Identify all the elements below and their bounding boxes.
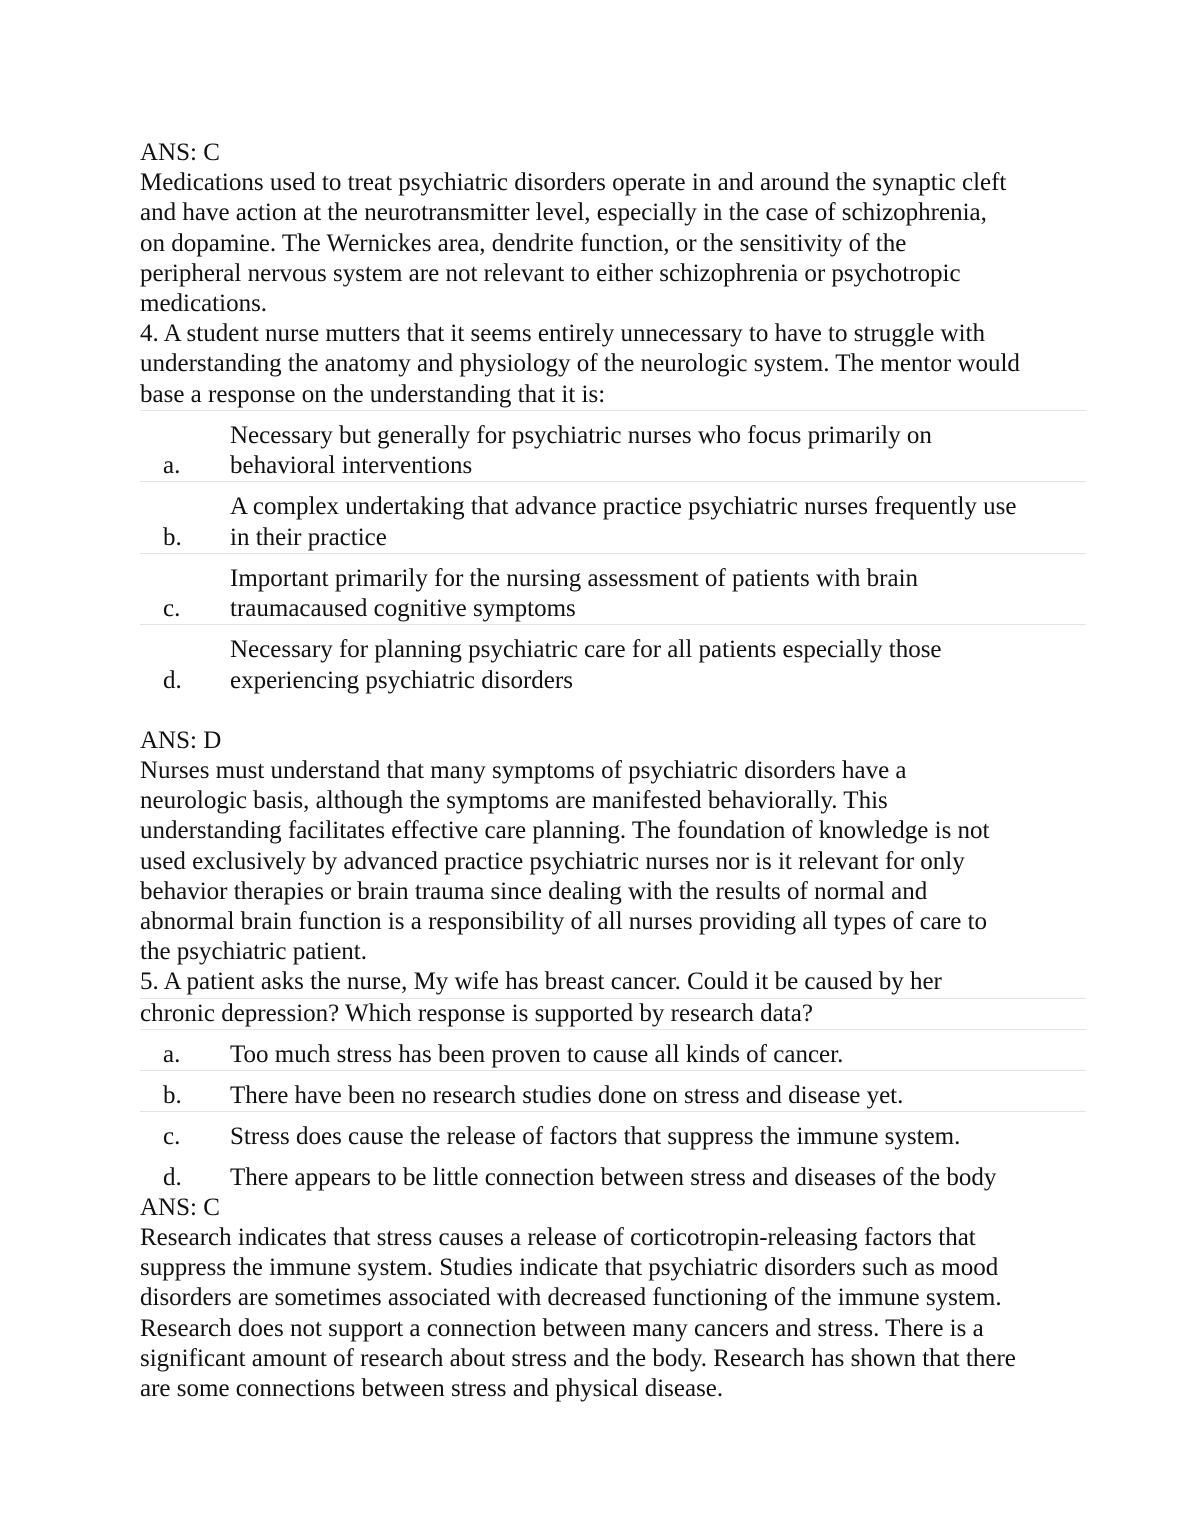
option-text: There have been no research studies done on stress and disease yet. — [230, 1081, 904, 1109]
option-text-line: Important primarily for the nursing assessment of patients with brain — [230, 564, 919, 592]
rationale-line: peripheral nervous system are not relevant to either schizophrenia or psychotropic — [140, 259, 961, 287]
option-text: There appears to be little connection between stress and diseases of the body — [230, 1163, 997, 1191]
option-letter: b. — [163, 523, 182, 551]
rationale-line: on dopamine. The Wernickes area, dendrite function, or the sensitivity of the — [140, 229, 907, 257]
rationale-line: the psychiatric patient. — [140, 938, 368, 966]
question-stem-line: 4. A student nurse mutters that it seems entirely unnecessary to have to struggle with — [140, 320, 985, 348]
rationale-line: Medications used to treat psychiatric disorders operate in and around the synaptic cleft — [140, 169, 1007, 197]
option-text-line: in their practice — [230, 523, 387, 551]
question-stem-line: chronic depression? Which response is supported by research data? — [140, 998, 1086, 1029]
answer-5 — [140, 1193, 1086, 1404]
option-text: Stress does cause the release of factors that suppress the immune system. — [230, 1122, 961, 1150]
rationale-line: abnormal brain function is a responsibility of all nurses providing all types of care to — [140, 908, 988, 936]
document-page — [140, 138, 1086, 1404]
option-text-line: experiencing psychiatric disorders — [230, 666, 573, 694]
answer-label: ANS: C — [140, 1193, 220, 1221]
option-row-a — [140, 1029, 1086, 1070]
option-letter: c. — [163, 595, 181, 623]
question-5 — [140, 967, 1086, 1028]
option-letter: d. — [163, 666, 182, 694]
question-stem-line: understanding the anatomy and physiology of the neurologic system. The mentor would — [140, 350, 1020, 378]
blank-line — [140, 696, 1086, 726]
option-letter: a. — [163, 452, 181, 480]
option-letter: b. — [163, 1081, 182, 1109]
answer-label: ANS: C — [140, 139, 220, 166]
answer-4 — [140, 726, 1086, 968]
option-row-c — [140, 1111, 1086, 1152]
rationale-line: understanding facilitates effective care planning. The foundation of knowledge is not — [140, 817, 990, 845]
rationale-line: significant amount of research about stress and the body. Research has shown that there — [140, 1344, 1016, 1372]
option-letter: a. — [163, 1040, 181, 1068]
option-text-line: Necessary but generally for psychiatric nurses who focus primarily on — [230, 421, 932, 449]
rationale-line: used exclusively by advanced practice psychiatric nurses nor is it relevant for only — [140, 847, 965, 875]
option-text-line: traumacaused cognitive symptoms — [230, 595, 576, 623]
rationale-line: Research does not support a connection between many cancers and stress. There is a — [140, 1314, 984, 1342]
option-text — [230, 635, 1086, 695]
option-text-line: A complex undertaking that advance practice psychiatric nurses frequently use — [230, 493, 1017, 521]
rationale-line: suppress the immune system. Studies indicate that psychiatric disorders such as mood — [140, 1254, 999, 1282]
question-4 — [140, 319, 1086, 410]
rationale-line: are some connections between stress and physical disease. — [140, 1375, 724, 1403]
answer-3 — [140, 138, 1086, 319]
question-stem-line: 5. A patient asks the nurse, My wife has breast cancer. Could it be caused by her — [140, 968, 942, 996]
answer-label: ANS: D — [140, 726, 222, 754]
question-4-options — [140, 410, 1086, 696]
option-text: Too much stress has been proven to cause all kinds of cancer. — [230, 1040, 844, 1068]
option-row-b — [140, 481, 1086, 553]
option-row-d — [140, 624, 1086, 696]
option-text-line: Necessary for planning psychiatric care for all patients especially those — [230, 636, 942, 664]
rationale-line: Nurses must understand that many symptoms of psychiatric disorders have a — [140, 757, 907, 785]
option-text — [230, 492, 1086, 552]
rationale-line: neurologic basis, although the symptoms are manifested behaviorally. This — [140, 787, 888, 815]
option-text-line: behavioral interventions — [230, 452, 473, 480]
option-row-c — [140, 553, 1086, 625]
option-letter: d. — [163, 1163, 182, 1191]
rationale-line: disorders are sometimes associated with decreased functioning of the immune system. — [140, 1284, 1002, 1312]
rationale-line: behavior therapies or brain trauma since dealing with the results of normal and — [140, 877, 928, 905]
option-letter: c. — [163, 1122, 181, 1150]
rationale-line: Research indicates that stress causes a release of corticotropin-releasing factors that — [140, 1224, 976, 1252]
option-text — [230, 421, 1086, 481]
option-row-a — [140, 410, 1086, 482]
question-5-options — [140, 1029, 1086, 1193]
option-row-d — [140, 1152, 1086, 1193]
rationale-line: medications. — [140, 290, 268, 318]
option-text — [230, 564, 1086, 624]
option-row-b — [140, 1070, 1086, 1111]
question-stem-line: base a response on the understanding that it is: — [140, 380, 606, 408]
rationale-line: and have action at the neurotransmitter level, especially in the case of schizophrenia, — [140, 199, 987, 227]
